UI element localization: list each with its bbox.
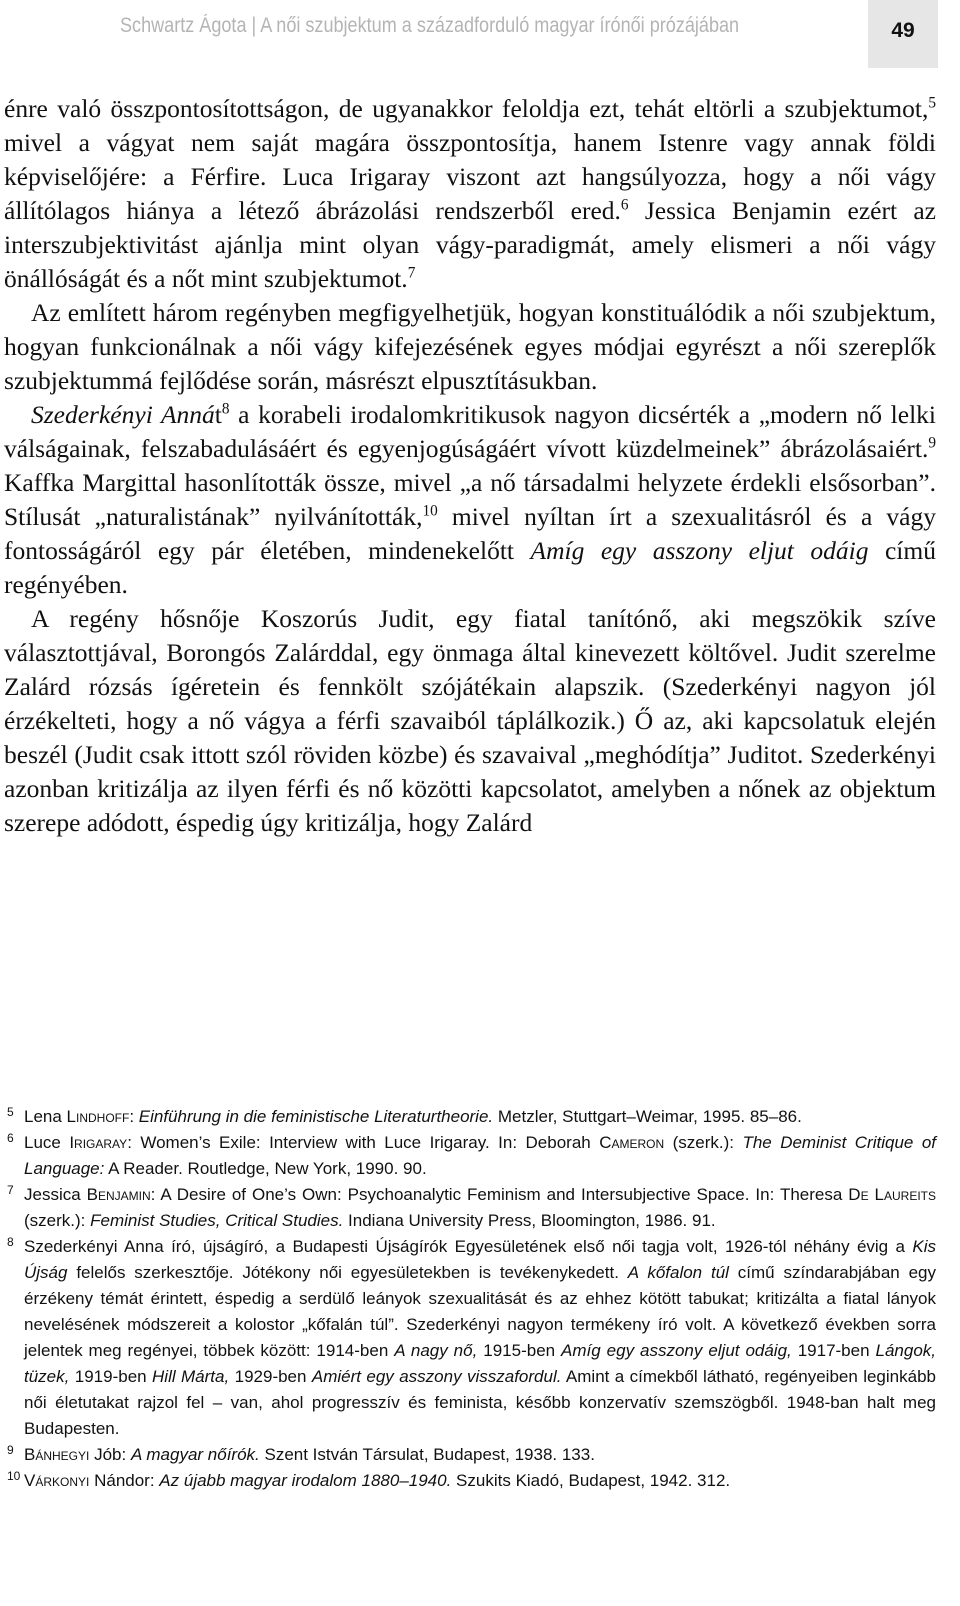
footnote-number: 9 <box>7 1443 14 1457</box>
fn8-title-5: Lángok, tüzek, <box>24 1341 936 1386</box>
fn7-text-d: Indiana University Press, Bloomington, 1986. 91. <box>343 1211 716 1230</box>
fn10-text-a: Nándor: <box>89 1471 160 1490</box>
p3-title-italic: Szederkényi Anná <box>31 400 215 429</box>
fn7-text-a: Jessica <box>24 1185 87 1204</box>
footnote-number: 8 <box>7 1235 14 1249</box>
fn8-text-e: 1917-ben <box>791 1341 876 1360</box>
page-number: 49 <box>891 19 915 42</box>
p3-text-a-tail: t <box>214 400 222 429</box>
paragraph-1 <box>4 92 936 296</box>
fn8-title-2: A kőfalon túl <box>627 1263 729 1282</box>
footnote-ref-6: 6 <box>620 196 629 214</box>
fn8-text-h: Amint a címekből látható, regényeiben leginkább női életutakat rajzol fel – van, ahol progresszív és feminista, később konzervatív szemszögből. 1948-ban halt meg Budapesten. <box>24 1367 936 1438</box>
fn7-title: Feminist Studies, Critical Studies. <box>90 1211 344 1230</box>
fn9-title: A magyar nőírók. <box>130 1445 260 1464</box>
p3-novel-title: Amíg egy asszony eljut odáig <box>530 536 869 565</box>
p3-text-c: Kaffka Margittal hasonlították össze, mivel „a nő társadalmi helyzete érdekli elsősorban”. Stílusát „naturalistának” nyilvánították, <box>4 468 936 531</box>
footnote-10 <box>4 1468 936 1494</box>
fn8-text-d: 1915-ben <box>477 1341 562 1360</box>
p3-text-b: a korabeli irodalomkritikusok nagyon dicsérték a „modern nő lelki válságainak, felszabadulásáért és egyenjogúságáért vívott küzdelmeinek” ábrázolásaiért. <box>4 400 937 463</box>
footnote-9 <box>4 1442 936 1468</box>
paragraph-2: Az említett három regényben megfigyelhetjük, hogyan konstituálódik a női szubjektum, hogyan funkcionálnak a női vágy kifejezésének egyes módjai egyrészt a női szereplők szubjektummá fejlődése során, másrészt elpusztításukban. <box>4 298 936 395</box>
page-header <box>0 0 960 70</box>
fn8-text-f: 1919-ben <box>69 1367 153 1386</box>
footnote-8 <box>4 1234 936 1442</box>
fn6-author: Irigaray <box>69 1133 128 1152</box>
p3-text-f: című regényében. <box>4 536 936 599</box>
p3-text-d: mivel nyíltan írt a szexualitásról és a vágy fontosságáról egy pár életében, mindenekelőtt <box>4 502 937 565</box>
fn8-text-g: 1929-ben <box>229 1367 312 1386</box>
fn8-title-7: Amiért egy asszony visszafordul. <box>311 1367 562 1386</box>
fn6-title: The Deminist Critique of Language: <box>24 1133 936 1178</box>
footnote-ref-9: 9 <box>928 434 936 452</box>
fn7-author: Benjamin <box>86 1185 151 1204</box>
fn5-text-c: Metzler, Stuttgart–Weimar, 1995. 85–86. <box>493 1107 802 1126</box>
fn6-text-d: A Reader. Routledge, New York, 1990. 90. <box>104 1159 427 1178</box>
footnote-5 <box>4 1104 936 1130</box>
footnotes <box>4 1104 936 1494</box>
fn6-text-b: : Women’s Exile: Interview with Luce Irigaray. In: Deborah <box>127 1133 600 1152</box>
fn9-author: Bánhegyi <box>24 1445 90 1464</box>
fn8-text-b: felelős szerkesztője. Jótékony női egyesületekben is tevékenykedett. <box>67 1263 628 1282</box>
fn10-author: Várkonyi <box>24 1471 90 1490</box>
fn8-title-1: Kis Újság <box>24 1237 936 1282</box>
fn6-editor: Cameron <box>599 1133 665 1152</box>
fn8-title-4: Amíg egy asszony eljut odáig, <box>561 1341 792 1360</box>
fn8-title-6: Hill Márta, <box>152 1367 230 1386</box>
fn10-text-b: Szukits Kiadó, Budapest, 1942. 312. <box>451 1471 731 1490</box>
running-head: Schwartz Ágota | A női szubjektum a századforduló magyar írónői prózájában <box>120 14 740 37</box>
p1-text-b: mivel a vágyat nem saját magára összpontosítja, hanem Istenre vagy annak földi képviselőjére: a Férfire. Luca Irigaray viszont azt hangsúlyozza, hogy a női vágy állítólagos hiánya a létező ábrázolási rendszerből ered. <box>4 128 936 225</box>
fn9-text-b: Szent István Társulat, Budapest, 1938. 133. <box>259 1445 595 1464</box>
main-text <box>4 92 936 840</box>
page-number-box <box>868 0 938 68</box>
footnote-ref-5: 5 <box>928 94 936 112</box>
fn7-text-c: (szerk.): <box>24 1211 91 1230</box>
footnote-number: 5 <box>7 1105 14 1119</box>
footnote-7 <box>4 1182 936 1234</box>
p1-text-c: Jessica Benjamin ezért az interszubjektivitást ajánlja mint olyan vágy-paradigmát, amely elismeri a női vágy önállóságát és a nőt mint szubjektumot. <box>4 196 936 293</box>
p1-text-a: énre való összpontosítottságon, de ugyanakkor feloldja ezt, tehát eltörli a szubjektumot, <box>4 94 929 123</box>
footnote-6 <box>4 1130 936 1182</box>
fn9-text-a: Jób: <box>89 1445 131 1464</box>
fn6-text-a: Luce <box>24 1133 70 1152</box>
footnote-ref-7: 7 <box>407 264 416 282</box>
footnote-ref-10: 10 <box>422 502 438 520</box>
fn5-text-b: : <box>129 1107 139 1126</box>
fn8-title-3: A nagy nő, <box>394 1341 478 1360</box>
paragraph-4: A regény hősnője Koszorús Judit, egy fiatal tanítónő, aki megszökik szíve választottjával, Borongós Zalárddal, egy önmaga által kinevezett költővel. Judit szerelme Zalárd rózsás ígéretein és fennkölt szójátékain alapszik. (Szederkényi nagyon jól érzékelteti, hogy a nő vágya a férfi szavaiból táplálkozik.) Ő az, aki kapcsolatuk elején beszél (Judit csak ittott szól röviden közbe) és szavaival „meghódítja” Juditot. Szederkényi azonban kritizálja az ilyen férfi és nő közötti kapcsolatot, amelyben a nőnek az objektum szerepe adódott, éspedig úgy kritizálja, hogy Zalárd <box>4 604 936 837</box>
fn7-editor: De Laureits <box>848 1185 936 1204</box>
footnote-number: 6 <box>7 1131 14 1145</box>
fn5-text-a: Lena <box>24 1107 67 1126</box>
fn7-text-b: : A Desire of One’s Own: Psychoanalytic Feminism and Intersubjective Space. In: Theresa <box>150 1185 849 1204</box>
footnote-number: 10 <box>7 1469 21 1483</box>
footnote-ref-8: 8 <box>221 400 230 418</box>
fn5-title: Einführung in die feministische Literaturtheorie. <box>138 1107 494 1126</box>
fn8-text-a: Szederkényi Anna író, újságíró, a Budapesti Újságírók Egyesületének első női tagja volt, 1926-tól néhány évig a <box>24 1237 913 1256</box>
fn8-text-c: című színdarabjában egy érzékeny témát érintett, éspedig a serdülő leányok szexualitását és az ehhez kötött tabukat; kritizálta a fiatal lányok nevelésének módszereit a kolostor „kőfalán túl”. Szederkényi nagyon termékeny író volt. A következő években sorra jelentek meg regényei, többek között: 1914-ben <box>24 1263 936 1360</box>
paragraph-3 <box>4 398 936 602</box>
footnote-number: 7 <box>7 1183 14 1197</box>
fn5-author: Lindhoff <box>66 1107 130 1126</box>
fn6-text-c: (szerk.): <box>664 1133 743 1152</box>
fn10-title: Az újabb magyar irodalom 1880–1940. <box>159 1471 452 1490</box>
